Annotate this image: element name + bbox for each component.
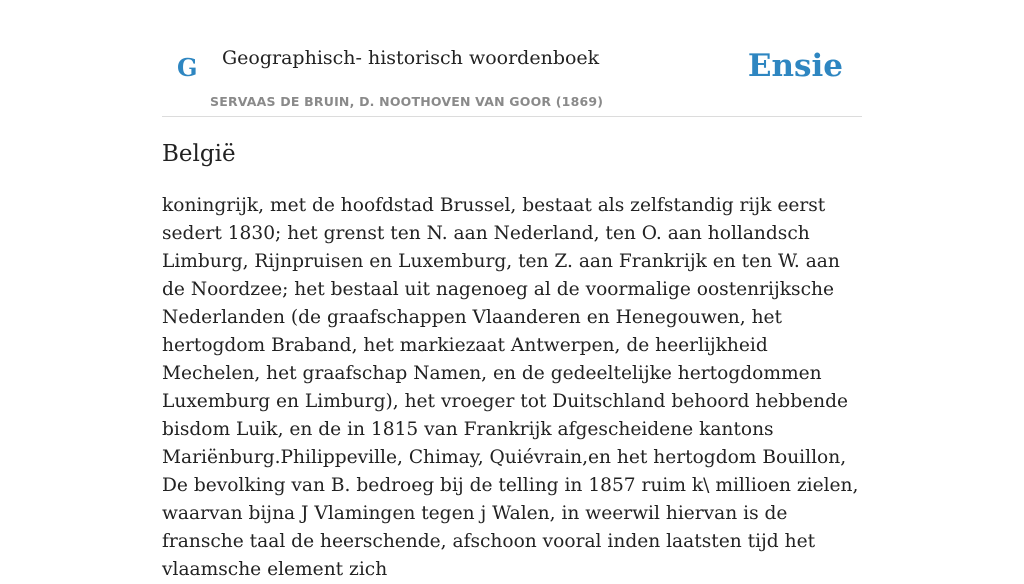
ensie-logo-link[interactable]: Ensie [747,48,843,84]
dictionary-letter-logo[interactable]: G [177,53,198,82]
entry-body-text: koningrijk, met de hoofdstad Brussel, bestaat als zelfstandig rijk eerst sedert 1830; het grenst ten N. aan Nederland, ten O. aan hollandsch Limburg, Rijnpruisen en Luxemburg, ten Z. aan Frankrijk en ten W. aan de Noordzee; het bestaal uit nagenoeg al de voormalige oostenrijksche Nederlanden (de graafschappen Vlaanderen en Henegouwen, het hertogdom Braband, het markiezaat Antwerpen, de heerlijkheid Mechelen, het graafschap Namen, en de gedeeltelijke hertogdommen Luxemburg en Limburg), het vroeger tot Duitschland behoord hebbende bisdom Luik, en de in 1815 van Frankrijk afgescheidene kantons Mariënburg.Philippeville, Chimay, Quiévrain,en het hertogdom Bouillon, De bevolking van B. bedroeg bij de telling in 1857 ruim k\ millioen zielen, waarvan bijna J Vlamingen tegen j Walen, in weerwil hiervan is de fransche taal de heerschende, afschoon vooral inden laatsten tijd het vlaamsche element zich [162,195,859,580]
dictionary-author: SERVAAS DE BRUIN, D. NOOTHOVEN VAN GOOR (1869) [210,94,604,109]
entry-title: België [162,141,236,167]
site-header [162,0,862,117]
dictionary-title[interactable]: Geographisch- historisch woordenboek [222,47,600,69]
